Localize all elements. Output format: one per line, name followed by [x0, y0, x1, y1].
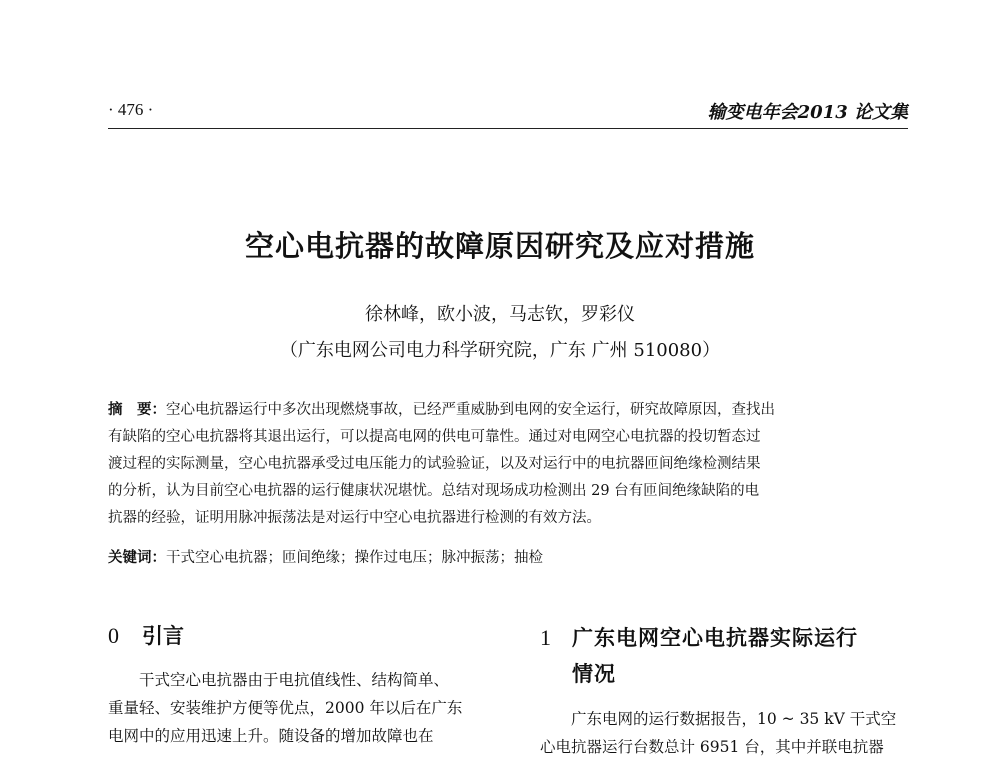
abstract-line: 的分析，认为目前空心电抗器的运行健康状况堪忧。总结对现场成功检测出 29 台有匝间绝缘缺陷的电 — [108, 483, 760, 499]
keywords-text: 干式空心电抗器；匝间绝缘；操作过电压；脉冲振荡；抽检 — [166, 550, 543, 566]
author-list: 徐林峰，欧小波，马志钦，罗彩仪 — [365, 304, 635, 325]
page-number: · 476 · — [108, 100, 154, 119]
body-line: 电网中的应用迅速上升。随设备的增加故障也在 — [108, 727, 434, 745]
abstract-line: 渡过程的实际测量，空心电抗器承受过电压能力的试验验证，以及对运行中的电抗器匝间绝缘检测结果 — [108, 456, 761, 472]
introduction-body — [108, 666, 498, 750]
section-number: 1 — [540, 625, 552, 650]
body-line: 广东电网的运行数据报告，10 ~ 35 kV 干式空 — [571, 710, 897, 728]
section-title: 引言 — [142, 624, 184, 648]
author-affiliation: （广东电网公司电力科学研究院，广东 广州 510080） — [279, 340, 721, 361]
body-line: 心电抗器运行台数总计 6951 台，其中并联电抗器 — [540, 738, 884, 756]
section-number: 0 — [108, 623, 119, 648]
operation-body — [540, 705, 910, 761]
abstract-label: 摘 要： — [108, 402, 166, 418]
paper-title: 空心电抗器的故障原因研究及应对措施 — [244, 229, 755, 263]
section-title-line: 情况 — [572, 662, 616, 686]
keywords-label: 关键词： — [108, 550, 166, 566]
body-line: 重量轻、安装维护方便等优点，2000 年以后在广东 — [108, 699, 463, 717]
section-heading-operation — [540, 620, 920, 692]
journal-name: 输变电年会2013 论文集 — [707, 102, 908, 123]
running-header — [108, 96, 908, 126]
abstract-line: 有缺陷的空心电抗器将其退出运行，可以提高电网的供电可靠性。通过对电网空心电抗器的投切暂态过 — [108, 429, 761, 445]
body-line: 干式空心电抗器由于电抗值线性、结构简单、 — [139, 671, 450, 689]
keywords — [108, 545, 908, 572]
section-title-line: 广东电网空心电抗器实际运行 — [572, 626, 858, 650]
abstract — [108, 397, 908, 532]
header-rule — [108, 128, 908, 129]
abstract-line: 空心电抗器运行中多次出现燃烧事故，已经严重威胁到电网的安全运行，研究故障原因，查找出 — [166, 402, 775, 418]
abstract-line: 抗器的经验，证明用脉冲振荡法是对运行中空心电抗器进行检测的有效方法。 — [108, 510, 601, 526]
section-heading-introduction — [108, 620, 184, 650]
